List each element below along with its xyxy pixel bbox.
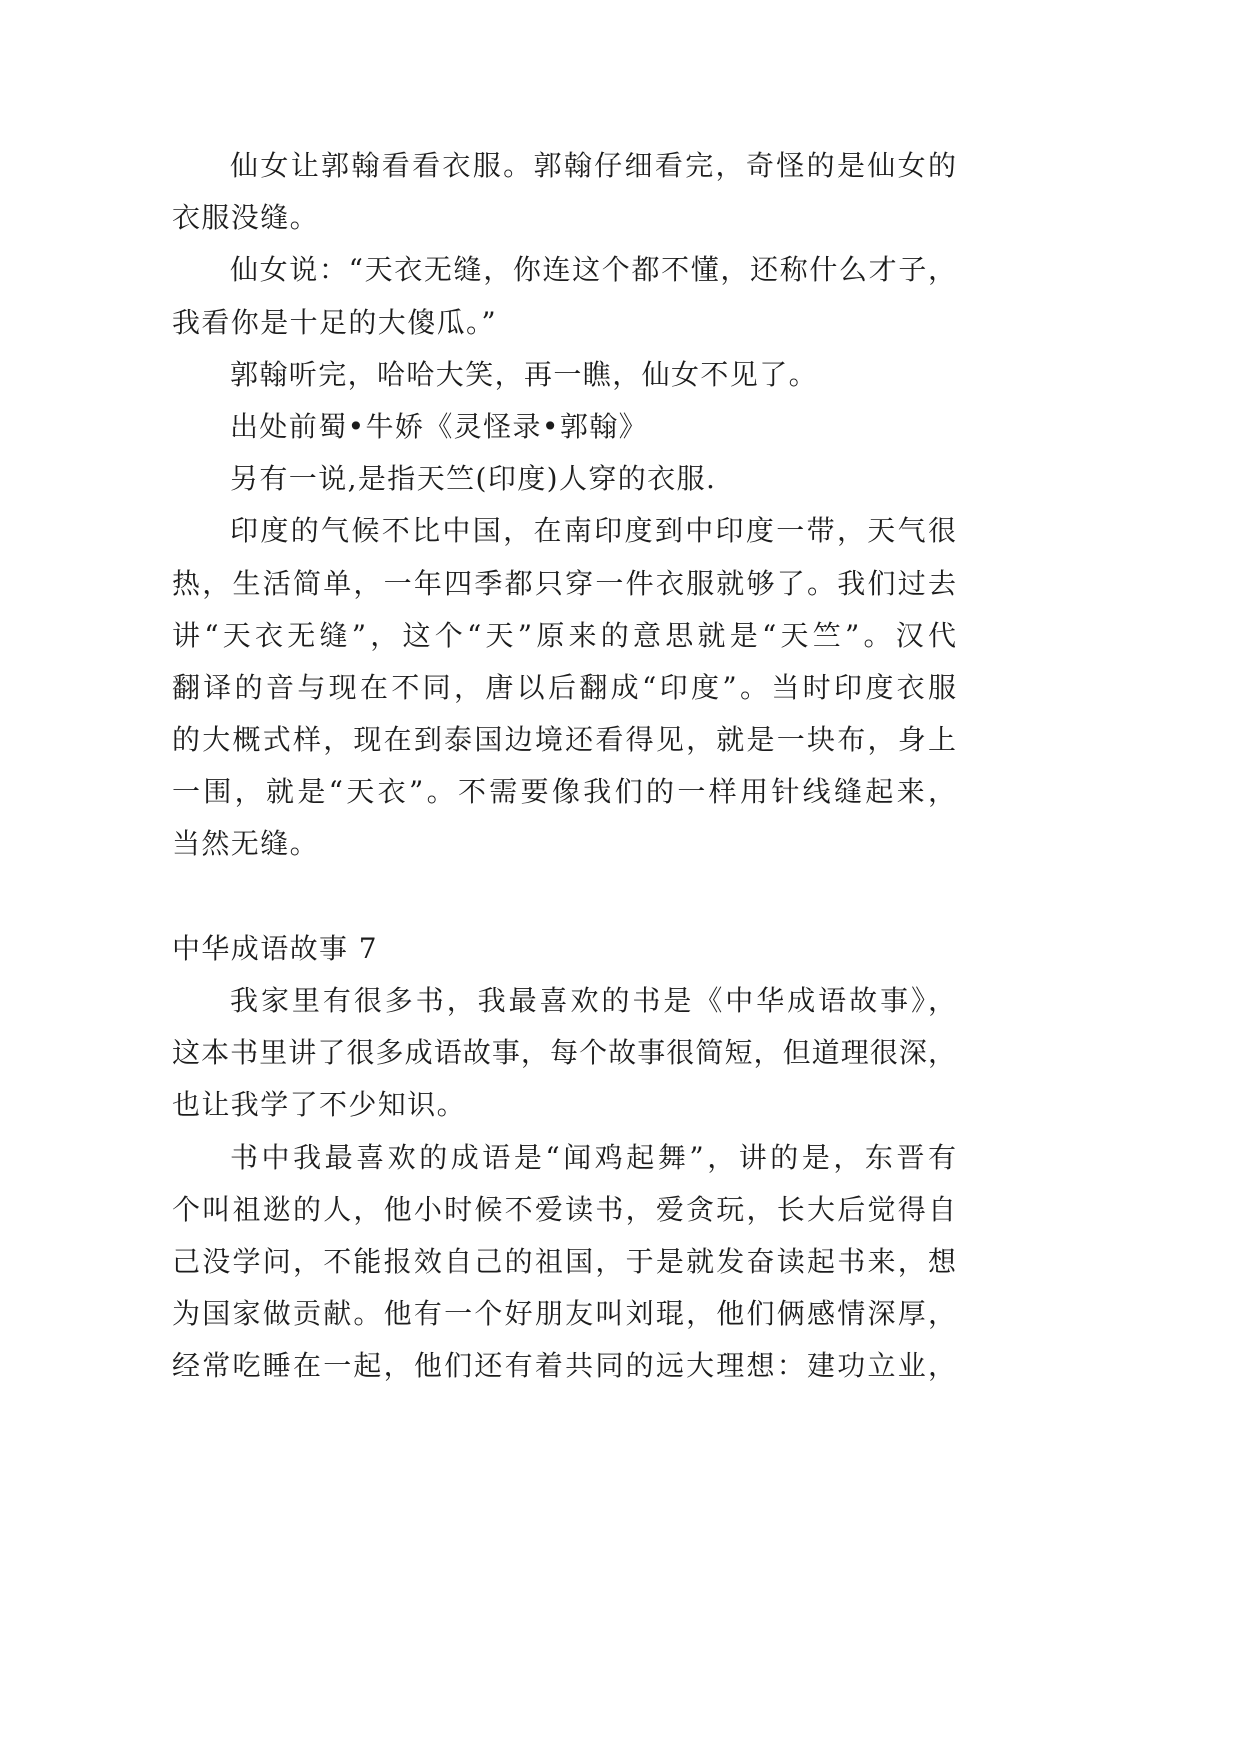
- paragraph-line: 为国家做贡献。他有一个好朋友叫刘琨，他们俩感情深厚，: [172, 1297, 956, 1331]
- section-spacer: [172, 871, 956, 923]
- document-body: [172, 140, 956, 1393]
- source-citation: [172, 401, 956, 453]
- paragraph: [172, 453, 956, 505]
- paragraph: [172, 505, 956, 870]
- paragraph-line: 这本书里讲了很多成语故事，每个故事很简短，但道理很深，: [172, 1036, 956, 1070]
- paragraph-line: 出处前蜀•牛娇《灵怪录•郭翰》: [230, 409, 649, 443]
- paragraph-line: 书中我最喜欢的成语是“闻鸡起舞”，讲的是，东晋有: [230, 1140, 956, 1174]
- paragraph-line: 我看你是十足的大傻瓜。”: [172, 305, 498, 339]
- paragraph-line: 印度的气候不比中国，在南印度到中印度一带，天气很: [230, 514, 956, 548]
- paragraph-line: 衣服没缝。: [172, 201, 320, 235]
- paragraph-line: 仙女说：“天衣无缝，你连这个都不懂，还称什么才子，: [230, 253, 956, 287]
- paragraph-line: 郭翰听完，哈哈大笑，再一瞧，仙女不见了。: [230, 357, 819, 391]
- paragraph: [172, 244, 956, 348]
- paragraph: [172, 1132, 956, 1393]
- paragraph: [172, 349, 956, 401]
- paragraph-line: 热，生活简单，一年四季都只穿一件衣服就够了。我们过去: [172, 566, 956, 600]
- paragraph-line: 己没学问，不能报效自己的祖国，于是就发奋读起书来，想: [172, 1244, 956, 1278]
- paragraph-line: 一围，就是“天衣”。不需要像我们的一样用针线缝起来，: [172, 775, 956, 809]
- paragraph: [172, 140, 956, 244]
- paragraph-line: 的大概式样，现在到泰国边境还看得见，就是一块布，身上: [172, 723, 956, 757]
- story-continuation-section: [172, 140, 956, 871]
- paragraph-line: 个叫祖逖的人，他小时候不爱读书，爱贪玩，长大后觉得自: [172, 1192, 956, 1226]
- section-heading: 中华成语故事 7: [172, 931, 378, 965]
- essay-section: [172, 923, 956, 1393]
- paragraph: [172, 975, 956, 1132]
- paragraph-line: 经常吃睡在一起，他们还有着共同的远大理想：建功立业，: [172, 1349, 956, 1383]
- paragraph-line: 当然无缝。: [172, 827, 320, 861]
- paragraph-line: 讲“天衣无缝”，这个“天”原来的意思就是“天竺”。汉代: [172, 618, 956, 652]
- paragraph-line: 我家里有很多书，我最喜欢的书是《中华成语故事》，: [230, 984, 956, 1017]
- paragraph-line: 另有一说,是指天竺(印度)人穿的衣服.: [230, 462, 717, 496]
- paragraph-line: 仙女让郭翰看看衣服。郭翰仔细看完，奇怪的是仙女的: [230, 149, 956, 182]
- paragraph-line: 也让我学了不少知识。: [172, 1088, 467, 1122]
- paragraph-line: 翻译的音与现在不同，唐以后翻成“印度”。当时印度衣服: [172, 670, 956, 704]
